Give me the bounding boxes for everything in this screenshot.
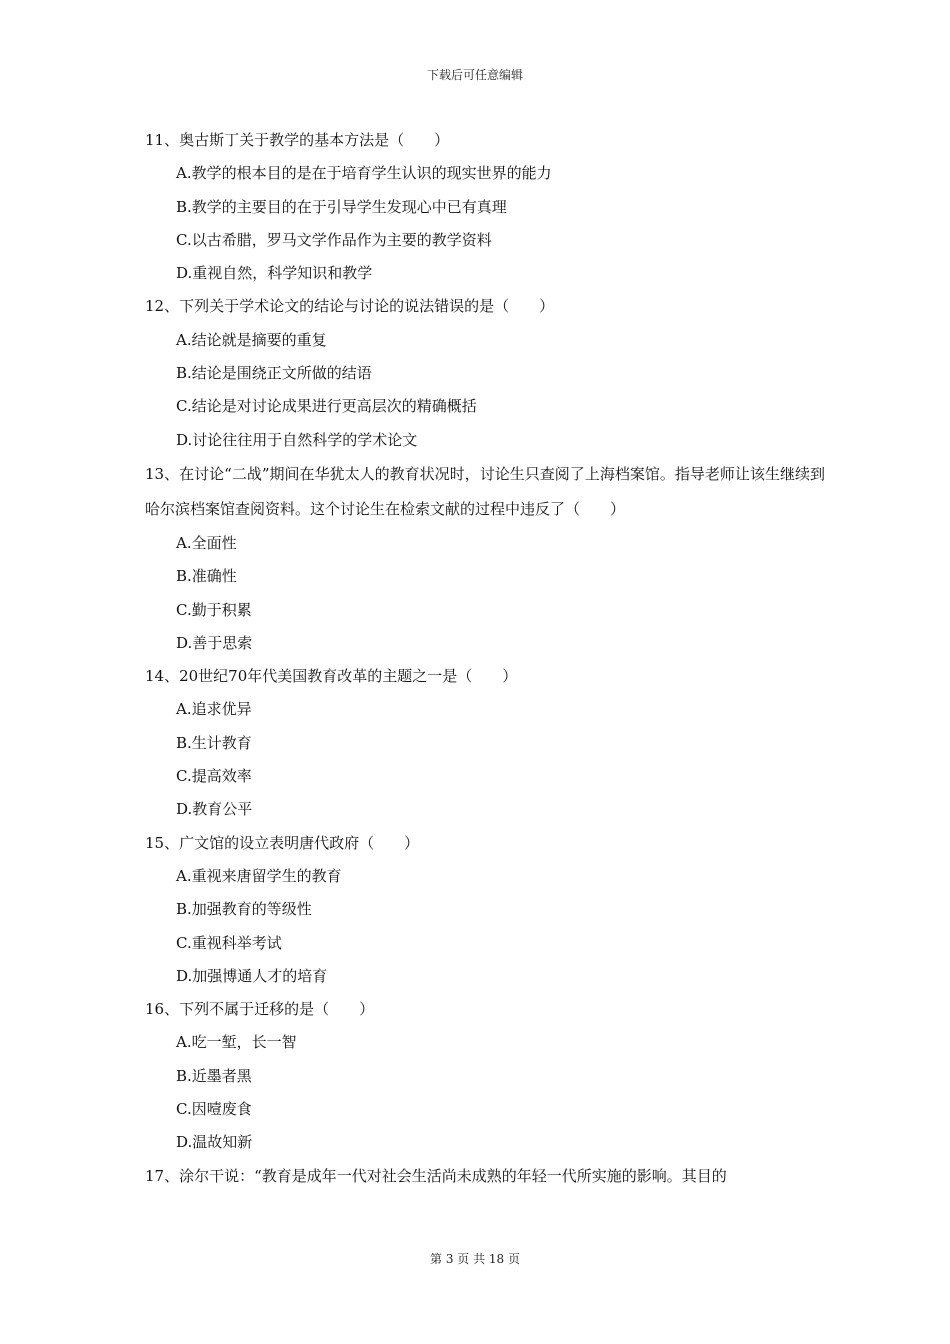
question-11-stem: 11、奥古斯丁关于教学的基本方法是（ ） bbox=[145, 131, 450, 149]
question-13-option-a: A.全面性 bbox=[176, 533, 237, 552]
question-13-option-d: D.善于思索 bbox=[176, 633, 253, 652]
question-15-option-a: A.重视来唐留学生的教育 bbox=[176, 866, 342, 885]
question-11-option-a: A.教学的根本目的是在于培育学生认识的现实世界的能力 bbox=[176, 164, 552, 183]
question-16-option-a: A.吃一堑，长一智 bbox=[176, 1033, 297, 1052]
question-17-stem: 17、涂尔干说：“教育是成年一代对社会生活尚未成熟的年轻一代所实施的影响。其目的 bbox=[145, 1166, 727, 1185]
question-15-stem: 15、广文馆的设立表明唐代政府（ ） bbox=[145, 833, 420, 852]
question-13-option-b: B.准确性 bbox=[176, 567, 237, 586]
question-12-option-a: A.结论就是摘要的重复 bbox=[176, 330, 327, 349]
question-12-option-d: D.讨论往往用于自然科学的学术论文 bbox=[176, 430, 418, 449]
question-12-option-c: C.结论是对讨论成果进行更高层次的精确概括 bbox=[176, 397, 477, 416]
question-12-stem: 12、下列关于学术论文的结论与讨论的说法错误的是（ ） bbox=[145, 297, 555, 316]
question-16-option-b: B.近墨者黑 bbox=[176, 1066, 252, 1085]
question-16-option-c: C.因噎废食 bbox=[176, 1100, 252, 1119]
question-14-option-a: A.追求优异 bbox=[176, 700, 252, 719]
question-14-option-b: B.生计教育 bbox=[176, 733, 252, 752]
page-header: 下载后可任意编辑 bbox=[426, 68, 523, 82]
question-11-option-c: C.以古希腊，罗马文学作品作为主要的教学资料 bbox=[176, 230, 492, 249]
question-15-option-d: D.加强博通人才的培育 bbox=[176, 966, 328, 985]
question-14-option-c: C.提高效率 bbox=[176, 767, 252, 786]
question-13-option-c: C.勤于积累 bbox=[176, 600, 252, 619]
question-14-stem: 14、20世纪70年代美国教育改革的主题之一是（ ） bbox=[145, 667, 518, 686]
question-15-option-c: C.重视科举考试 bbox=[176, 933, 282, 952]
question-13-stem: 13、在讨论“二战”期间在华犹太人的教育状况时，讨论生只查阅了上海档案馆。指导老师让该生继续到哈尔滨档案馆查阅资料。这个讨论生在检索文献的过程中违反了（ ） bbox=[145, 464, 825, 518]
question-11-option-d: D.重视自然，科学知识和教学 bbox=[176, 264, 373, 283]
question-15-option-b: B.加强教育的等级性 bbox=[176, 900, 312, 919]
question-16-option-d: D.温故知新 bbox=[176, 1133, 253, 1152]
question-11-option-b: B.教学的主要目的在于引导学生发现心中已有真理 bbox=[176, 197, 507, 216]
question-12-option-b: B.结论是围绕正文所做的结语 bbox=[176, 364, 372, 383]
page-footer: 第 3 页 共 18 页 bbox=[430, 1252, 520, 1266]
question-list bbox=[145, 124, 825, 1193]
question-14-option-d: D.教育公平 bbox=[176, 800, 253, 819]
question-16-stem: 16、下列不属于迁移的是（ ） bbox=[145, 1000, 375, 1019]
